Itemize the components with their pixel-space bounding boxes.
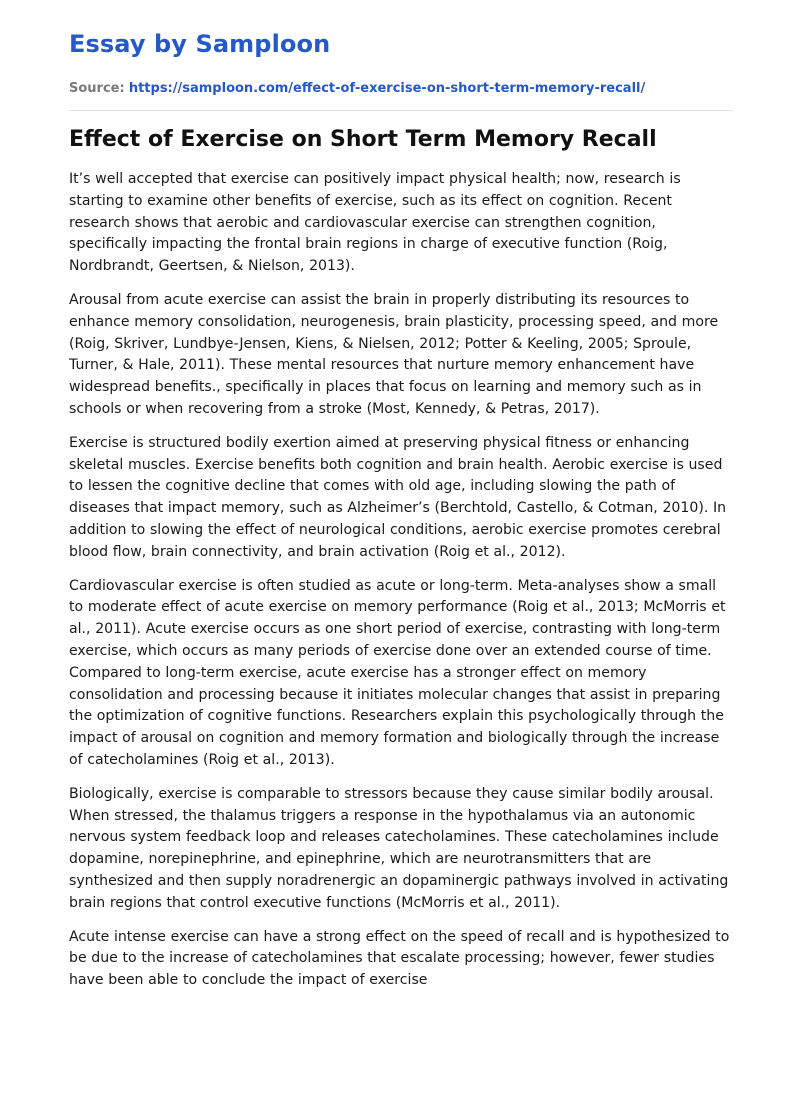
essay-page	[69, 0, 733, 1119]
essay-paragraph: Cardiovascular exercise is often studied as acute or long-term. Meta-analyses show a small to moderate effect of acute exercise on memory performance (Roig et al., 2013; McMorris et al., 2011). Acute exercise occurs as one short period of exercise, contrasting with long-term exercise, which occurs as many periods of exercise done over an extended course of time. Compared to long-term exercise, acute exercise has a stronger effect on memory consolidation and processing because it initiates molecular changes that assist in preparing the optimization of cognitive functions. Researchers explain this psychologically through the impact of arousal on cognition and memory formation and biologically through the increase of catecholamines (Roig et al., 2013).	[69, 577, 726, 768]
essay-paragraph: Biologically, exercise is comparable to stressors because they cause similar bodily arousal. When stressed, the thalamus triggers a response in the hypothalamus via an autonomic nervous system feedback loop and releases catecholamines. These catecholamines include dopamine, norepinephrine, and epinephrine, which are neurotransmitters that are synthesized and then supply noradrenergic an dopaminergic pathways involved in activating brain regions that control executive functions (McMorris et al., 2011).	[69, 785, 729, 911]
source-link[interactable]: https://samploon.com/effect-of-exercise-on-short-term-memory-recall/	[128, 81, 646, 96]
essay-title: Effect of Exercise on Short Term Memory Recall	[69, 127, 657, 152]
essay-body	[69, 169, 733, 992]
source-line	[69, 81, 733, 97]
essay-paragraph: Arousal from acute exercise can assist the brain in properly distributing its resources to enhance memory consolidation, neurogenesis, brain plasticity, processing speed, and more (Roig, Skriver, Lundbye-Jensen, Kiens, & Nielsen, 2012; Potter & Keeling, 2005; Sproule, Turner, & Hale, 2011). These mental resources that nurture memory enhancement have widespread benefits., specifically in places that focus on learning and memory such as in schools or when recovering from a stroke (Most, Kennedy, & Petras, 2017).	[69, 291, 719, 417]
header-divider	[69, 110, 733, 111]
essay-paragraph: Acute intense exercise can have a strong effect on the speed of recall and is hypothesized to be due to the increase of catecholamines that escalate processing; however, fewer studies have been able to conclude the impact of exercise	[69, 928, 730, 989]
site-brand[interactable]: Essay by Samploon	[69, 30, 331, 58]
essay-paragraph: Exercise is structured bodily exertion aimed at preserving physical fitness or enhancing skeletal muscles. Exercise benefits both cognition and brain health. Aerobic exercise is used to lessen the cognitive decline that comes with old age, including slowing the path of diseases that impact memory, such as Alzheimer’s (Berchtold, Castello, & Cotman, 2010). In addition to slowing the effect of neurological conditions, aerobic exercise promotes cerebral blood flow, brain connectivity, and brain activation (Roig et al., 2012).	[69, 434, 727, 560]
essay-paragraph: It’s well accepted that exercise can positively impact physical health; now, research is starting to examine other benefits of exercise, such as its effect on cognition. Recent research shows that aerobic and cardiovascular exercise can strengthen cognition, specifically impacting the frontal brain regions in charge of executive function (Roig, Nordbrandt, Geertsen, & Nielson, 2013).	[69, 171, 681, 275]
source-label: Source:	[69, 81, 125, 96]
